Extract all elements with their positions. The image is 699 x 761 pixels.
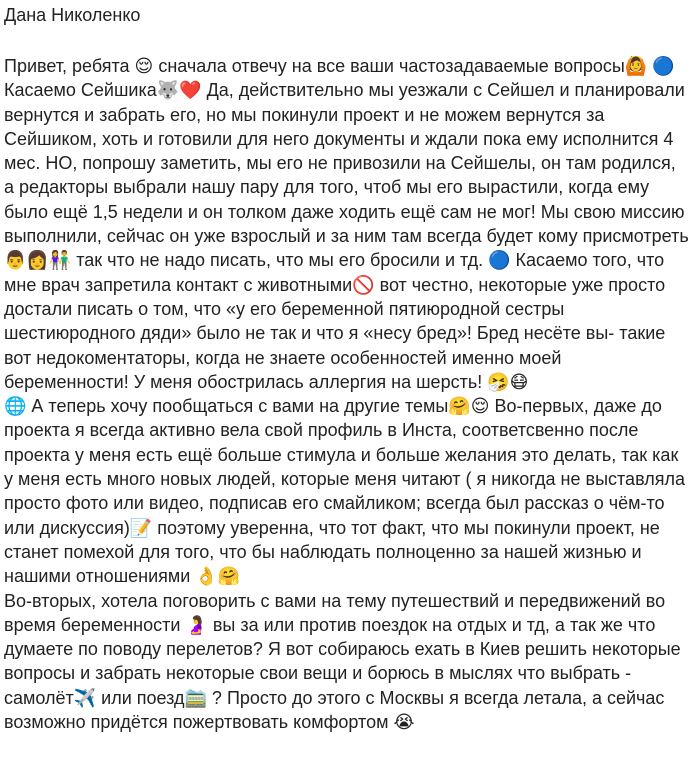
post-paragraph-2: 🌐 А теперь хочу пообщаться с вами на другие темы🤗😌 Во-первых, даже до проекта я всегда активно вела свой профиль в Инста, соответсвенно после проекта у меня есть ещё больше стимула и больше желания это делать, так как у меня есть много новых людей, которые меня читают ( я никогда не выставляла просто фото или видео, подписав его смайликом; всегда был рассказ о чём-то или дискуссия)📝 поэтому уверенна, что тот факт, что мы покинули проект, не станет помехой для того, что бы наблюдать полноценно за нашей жизнью и нашими отношениями 👌🤗 (4, 396, 685, 587)
post-paragraph-1: Привет, ребята 😌 сначала отвечу на все ваши частозадаваемые вопросы🙆 🔵 Касаемо Сейшика🐺❤️ Да, действительно мы уезжали с Сейшел и планировали вернутся и забрать его, но мы покинули проект и не можем вернутся за Сейшиком, хоть и готовили для него документы и ждали пока ему исполнится 4 мес. НО, попрошу заметить, мы его не привозили на Сейшелы, он там родился, а редакторы выбрали нашу пару для того, чтоб мы его вырастили, когда ему было ещё 1,5 недели и он толком даже ходить ещё сам не мог! Мы свою миссию выполнили, сейчас он уже взрослый и за ним там всегда будет кому присмотреть 👨👩👫 так что не надо писать, что мы его бросили и тд. 🔵 Касаемо того, что мне врач запретила контакт с животными🚫 вот честно, некоторые уже просто достали писать о том, что «у его беременной пятиюродной сестры шестиюродного дяди» было не так и что я «несу бред»! Бред несёте вы- такие вот недокоментаторы, когда не знаете особенностей именно моей беременности! У меня обострилась аллергия на шерсть! 🤧😷 (4, 56, 689, 392)
post-paragraph-3: Во-вторых, хотела поговорить с вами на тему путешествий и передвижений во время беременности 🤰 вы за или против поездок на отдых и тд, а так же что думаете по поводу перелетов? Я вот собираюсь ехать в Киев решить некоторые вопросы и забрать некоторые свои вещи и борюсь в мыслях что выбрать - самолёт✈️ или поезд🚞 ? Просто до этого с Москвы я всегда летала, а сейчас возможно придётся пожертвовать комфортом 😭 (4, 590, 681, 733)
post-body (4, 54, 689, 734)
post-author: Дана Николенко (4, 5, 141, 25)
